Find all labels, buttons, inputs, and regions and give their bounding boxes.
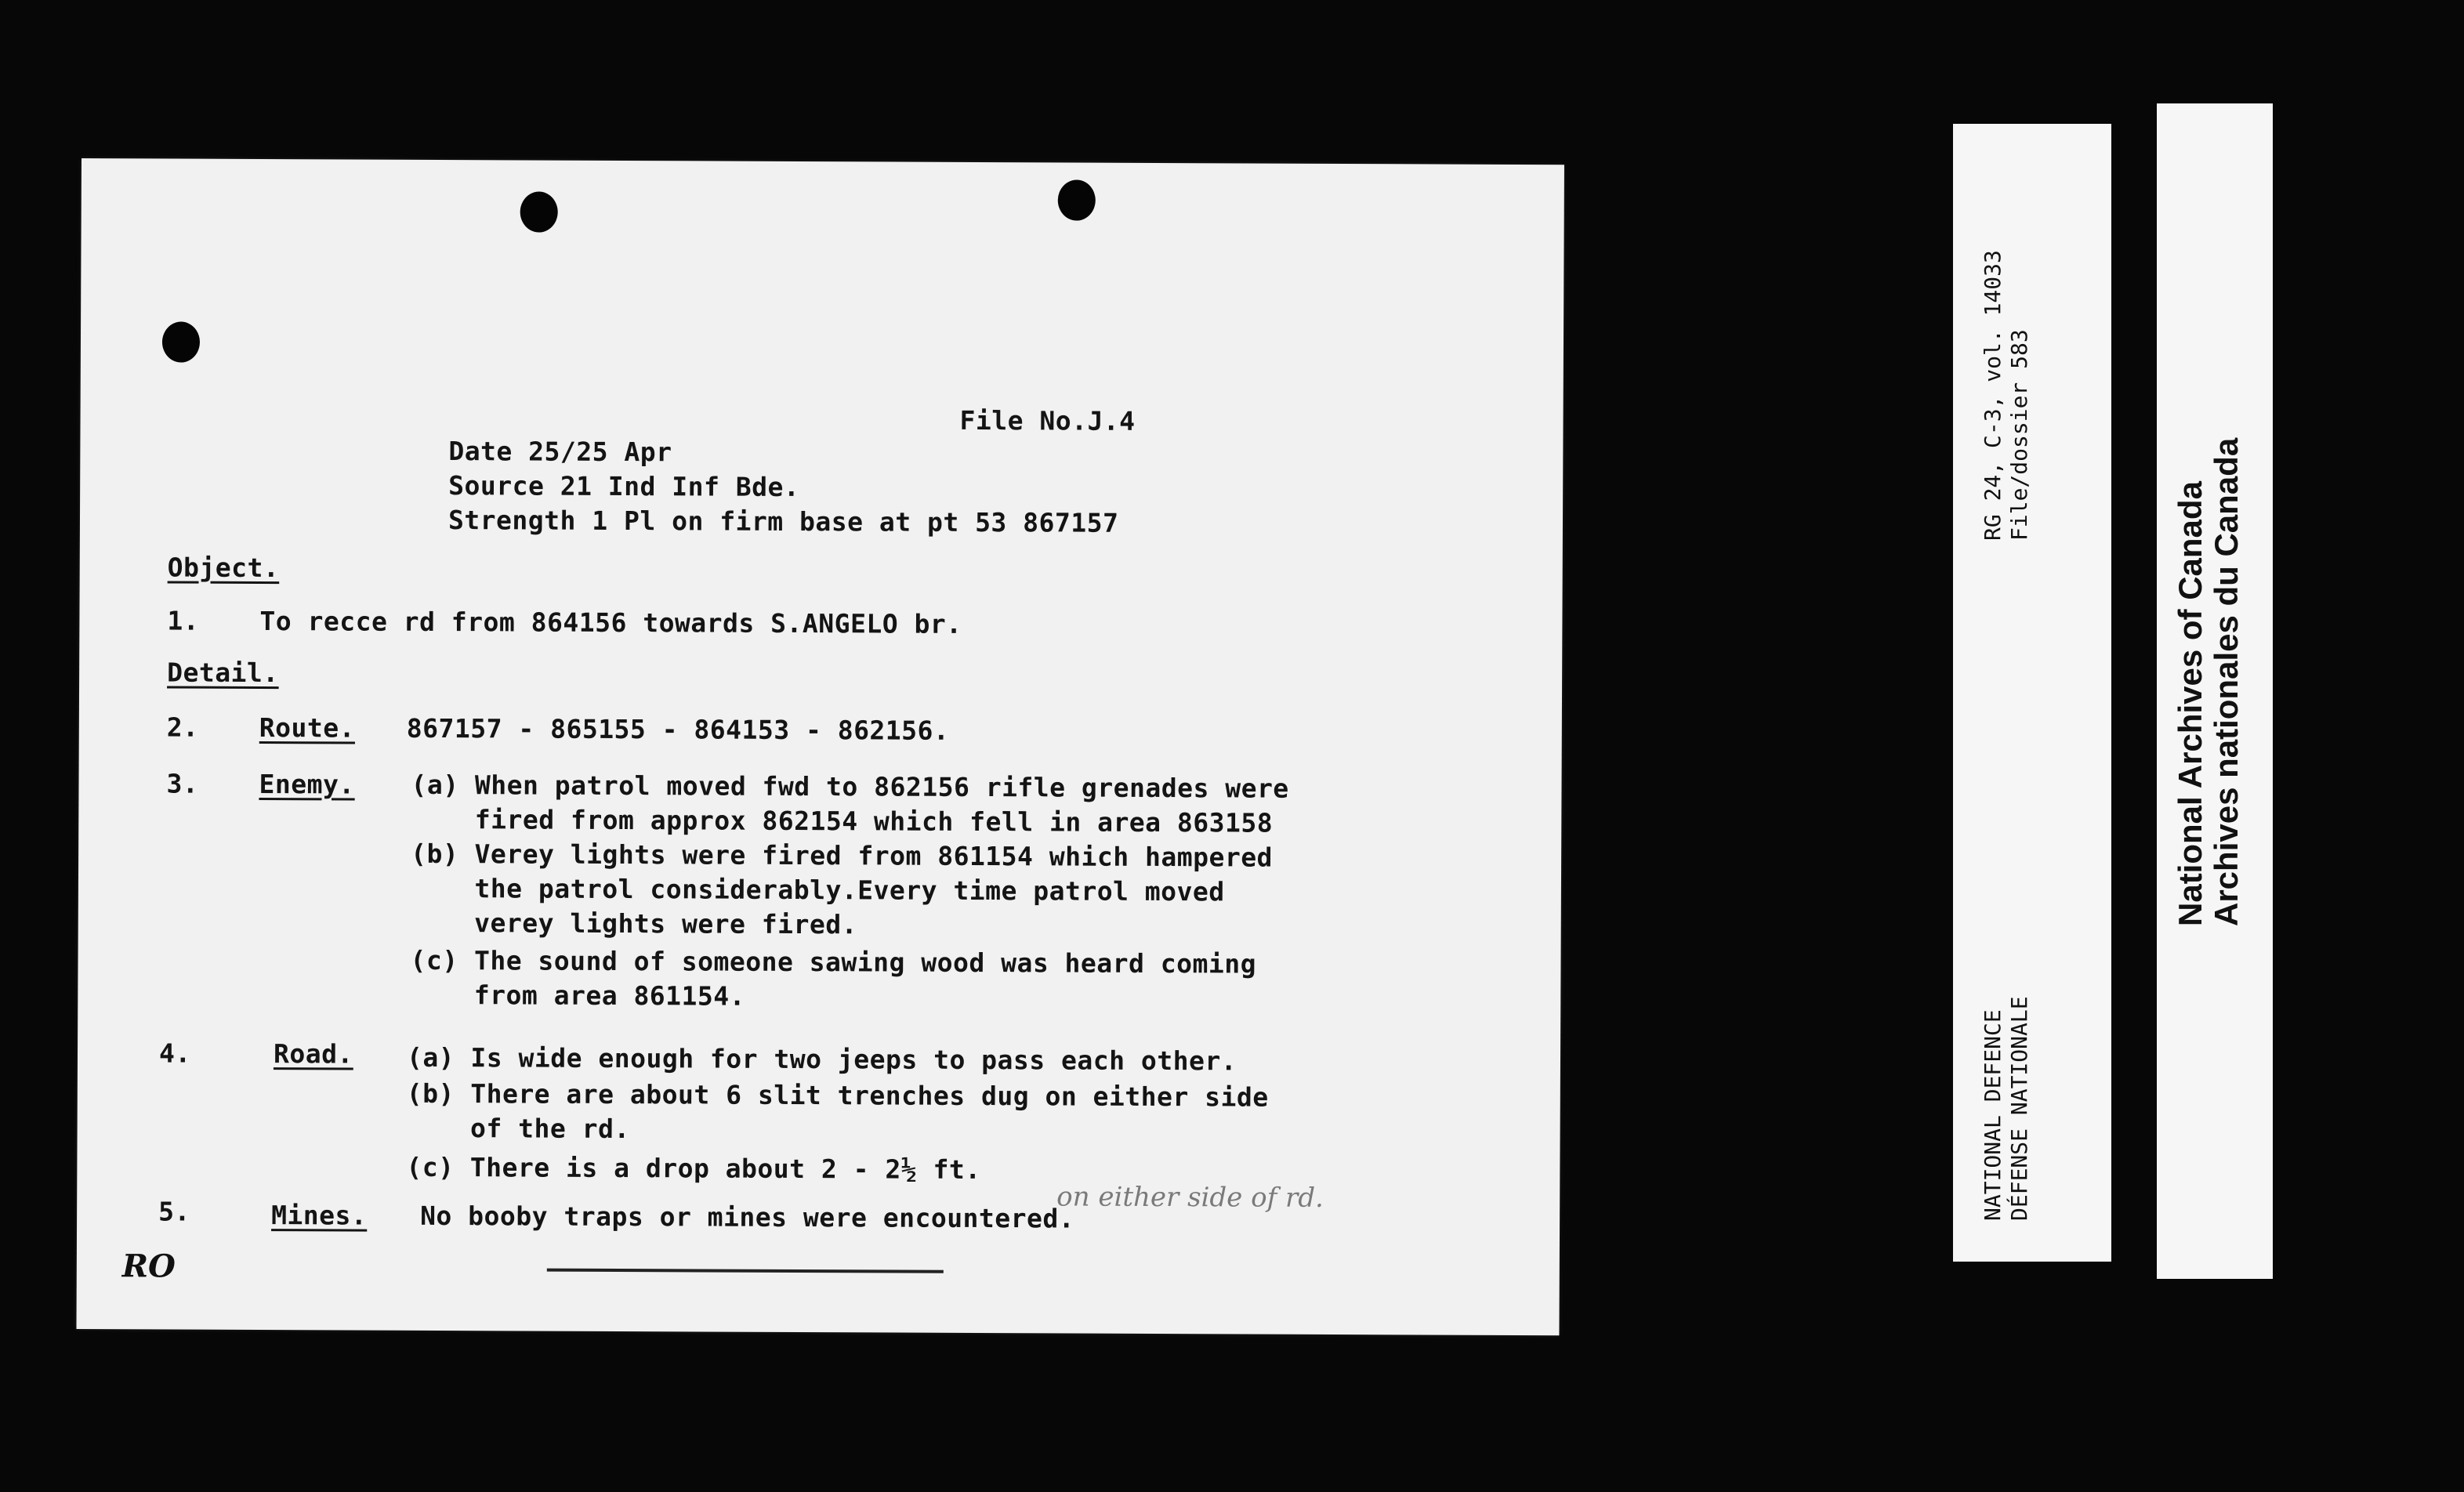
object-item-number: 1.	[167, 605, 200, 636]
report-date: Date 25/25 Apr	[448, 436, 672, 468]
archive-reference: RG 24, C-3, vol. 14033	[1980, 250, 2006, 541]
enemy-line: (c) The sound of someone sawing wood was heard coming	[410, 944, 1257, 980]
road-label: Road.	[273, 1038, 353, 1070]
road-number: 4.	[158, 1038, 191, 1069]
end-rule	[547, 1269, 944, 1273]
road-line: (b) There are about 6 slit trenches dug on either side	[406, 1077, 1269, 1113]
department-english: NATIONAL DEFENCE	[1980, 1009, 2006, 1221]
patrol-report-page	[76, 158, 1564, 1335]
route-text: 867157 - 865155 - 864153 - 862156.	[406, 712, 950, 746]
enemy-line: the patrol considerably.Every time patrol moved	[410, 872, 1225, 907]
archive-file: File/dossier 583	[2006, 329, 2032, 541]
signature-initials: RO	[121, 1248, 176, 1285]
report-strength: Strength 1 Pl on firm base at pt 53 867157	[448, 505, 1119, 538]
enemy-line: (b) Verey lights were fired from 861154 which hampered	[411, 838, 1274, 873]
mines-text: No booby traps or mines were encountered.	[420, 1200, 1075, 1234]
road-line: (a) Is wide enough for two jeeps to pass each other.	[406, 1041, 1237, 1077]
department-french: DÉFENSE NATIONALE	[2006, 996, 2032, 1221]
object-item-text: To recce rd from 864156 towards S.ANGELO br.	[259, 605, 962, 639]
handwritten-annotation: on either side of rd.	[1056, 1181, 1324, 1214]
road-line: (c) There is a drop about 2 - 2½ ft.	[406, 1151, 981, 1186]
route-number: 2.	[166, 712, 199, 743]
archive-reference-label	[1953, 124, 2111, 1262]
enemy-number: 3.	[166, 768, 199, 799]
mines-label: Mines.	[271, 1200, 368, 1231]
punch-hole-top-left	[520, 191, 558, 232]
route-label: Route.	[259, 712, 356, 744]
enemy-line: verey lights were fired.	[410, 907, 858, 940]
enemy-line: fired from approx 862154 which fell in area 863158	[411, 803, 1274, 838]
road-line: of the rd.	[406, 1112, 630, 1145]
mines-number: 5.	[158, 1196, 190, 1227]
detail-heading: Detail.	[167, 657, 279, 689]
punch-hole-top-right	[1058, 179, 1096, 220]
enemy-label: Enemy.	[259, 768, 355, 800]
punch-hole-left	[162, 321, 200, 362]
object-heading: Object.	[167, 552, 280, 584]
national-archives-label	[2157, 103, 2273, 1279]
report-source: Source 21 Ind Inf Bde.	[448, 470, 800, 503]
enemy-line: (a) When patrol moved fwd to 862156 rifle grenades were	[411, 769, 1289, 804]
enemy-line: from area 861154.	[410, 979, 746, 1012]
file-number: File No.J.4	[959, 404, 1136, 436]
archives-name-english: National Archives of Canada	[2172, 481, 2209, 926]
archives-name-french: Archives nationales du Canada	[2208, 437, 2245, 926]
